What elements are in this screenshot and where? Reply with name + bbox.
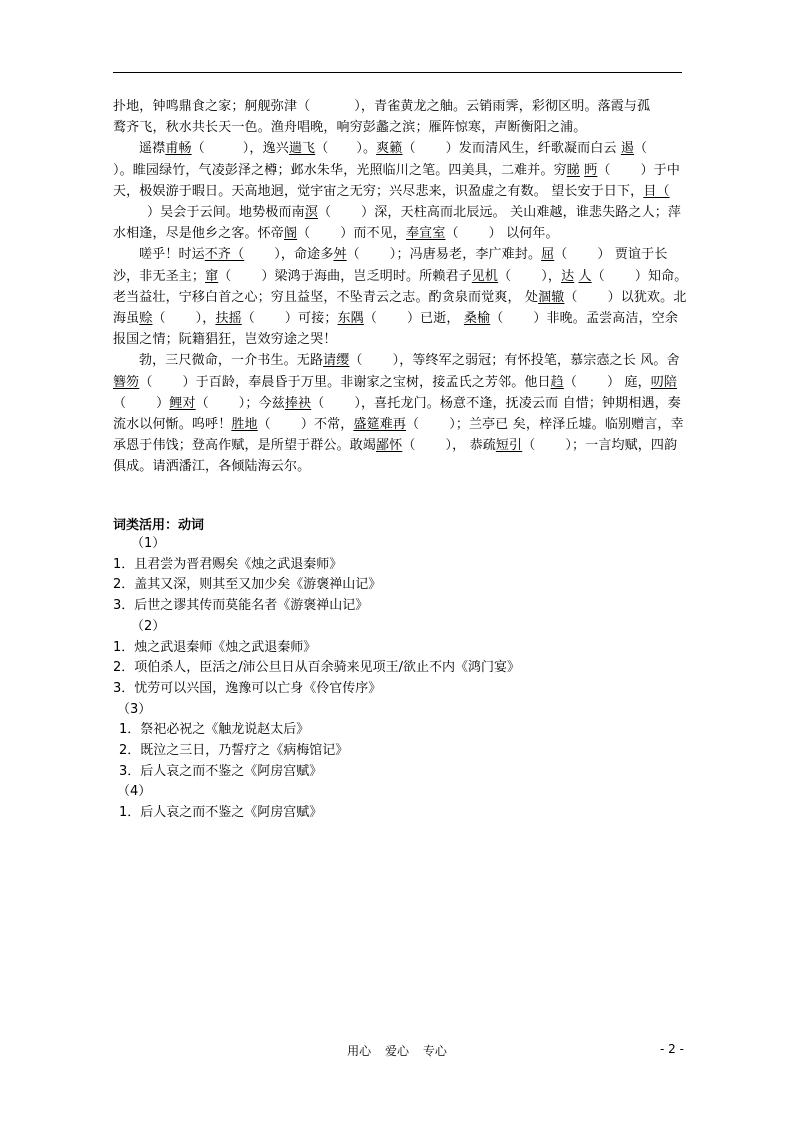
glossed-term: 阍 [283,226,298,242]
passage-paragraph-4 [113,350,688,477]
passage-paragraph-2 [113,138,688,244]
text: ）， [195,311,216,327]
glossed-term: 短引 [495,438,523,454]
glossed-term: 甫畅 [165,141,192,157]
text: （ [522,438,536,454]
exercise-item: 3．忧劳可以兴国，逸豫可以亡身《伶官传序》 [113,680,382,696]
footer-text: 专心 [422,1044,447,1058]
text: （ [317,205,332,221]
text: ）已逝， [406,311,460,327]
text: 贾谊于长沙，非无圣主； [113,247,668,284]
glossed-term: 叨陪 [650,374,678,390]
passage-paragraph-3 [113,244,688,350]
glossed-term: 见机 [471,268,499,284]
text: 勃，三尺微命，一介书生。无路 [139,353,324,369]
text: 以何年。 [506,226,559,242]
text: （ [402,141,416,157]
glossed-term: 爽籁 [376,141,403,157]
glossed-term: 睇 [566,162,580,178]
text: （ [152,311,166,327]
exercise-item: 1．且君尝为晋君赐矣《烛之武退秦师》 [113,556,343,572]
text: （ [591,268,605,284]
text: （ [311,395,325,411]
text: ）梁鸿于海曲，岂乏明时。所赖君子 [261,268,472,284]
text: 恭疏 [469,438,496,454]
group-label: （4） [117,784,152,800]
exercise-item: 1．祭祀必祝之《触龙说赵太后》 [119,722,310,738]
exercise-item: 3．后世之谬其传而莫能名者《游褒禅山记》 [113,598,369,614]
glossed-term: 请缨 [323,353,350,369]
glossed-term: 桑榆 [463,311,491,327]
text: 遥襟 [139,141,166,157]
text: （ [564,289,578,305]
text: 风。舍 [640,353,680,369]
glossed-term: 屈 [541,247,555,263]
glossed-term: 捧袂 [284,395,312,411]
glossed-term: 胜地 [231,417,258,433]
text: ）。睢园绿竹，气凌彭泽之樽；邺水朱华，光照临川之笔。四美具，二难并。穷 [113,162,567,178]
text: （ [315,141,329,157]
text: （ [139,374,153,390]
text: ）；一言均赋，四韵俱成。请洒潘江，各倾陆海云尔。 [113,438,678,475]
text: 关山难越，谁悲失路之人；萍水相逢，尽是他乡之客。怀帝 [113,205,682,242]
text: ）， [445,438,466,454]
text: （ [241,311,255,327]
exercise-item: 1．后人哀之而不鉴之《阿房宫赋》 [119,805,323,821]
text: ）深，天柱高而北辰远。 [361,205,506,221]
exercise-list [113,534,688,824]
text: 矣，梓泽丘墟。临别赠言，幸承恩于伟饯；登高作赋，是所望于群公。敢竭 [113,417,684,454]
group-label: （3） [117,701,152,717]
text: （ [498,268,512,284]
passage-paragraph-1 [113,96,688,138]
glossed-term: 眄 [584,162,598,178]
text: （ [195,395,209,411]
text: ）于中天，极娱游于暇日。天高地迥，觉宇宙之无穷；兴尽悲来，识盈虚之有数。 [113,162,680,199]
text: ）以犹欢。北海虽 [113,289,687,327]
footer-text: 爱心 [384,1044,409,1058]
text: ），逸兴 [242,141,289,157]
text: ）吴会于云间。地势极而南 [147,205,305,221]
glossed-term: 鄙怀 [376,438,403,454]
text: （ [218,268,232,284]
glossed-term: 盛筵难再 [353,417,407,433]
glossed-term: 舛 [333,247,347,263]
text: ），喜托龙门。杨意不逢，抚凌云而 [354,395,559,411]
text: （ [349,353,363,369]
glossed-term: 趋 [550,374,564,390]
text: ）不常， [300,417,354,433]
text: ）非晚。孟尝高洁，空余报国之情；阮籍猖狂，岂效穷途之哭！ [113,311,679,348]
section-title: 词类活用：动词 [113,518,205,533]
text: （ [554,247,568,263]
text: ） [488,226,502,242]
text: ）， [541,268,562,284]
glossed-term: 人 [578,268,592,284]
text: （ [191,141,205,157]
group-label: （1） [131,536,166,551]
text: （ [113,395,127,411]
text: （ [563,374,577,390]
text: （ [257,417,271,433]
text: ） [156,395,170,411]
footer-text: 用心 [347,1044,372,1058]
text: 嗟乎！时运 [139,247,205,263]
text: （ [297,226,311,242]
exercise-item: 2．既泣之三日，乃誓疗之《病梅馆记》 [119,743,349,759]
text: ）可接； [284,311,338,327]
text: ），等终军之弱冠；有怀投笔，慕宗悫之长 [392,353,636,369]
glossed-term: 簪笏 [113,374,140,390]
glossed-term: 鲤对 [169,395,196,411]
text: 扑地，钟鸣鼎食之家；舸舰弥津（ [113,99,311,114]
text: ）发而清风生，纤歌凝而白云 [445,141,617,157]
glossed-term: 奉宣室 [406,226,446,242]
glossed-term: 不齐（ [204,247,245,263]
exercise-item: 1．烛之武退秦师《烛之武退秦师》 [113,639,317,655]
glossed-term: 赊 [139,311,153,327]
glossed-term: 遏 [620,141,635,157]
glossed-term: 遄飞 [288,141,316,157]
text: ），命途多 [274,247,334,263]
text: ） [597,247,611,263]
glossed-term: 扶摇 [215,311,242,327]
text: （ [634,141,648,157]
text: ） [606,374,621,390]
text: 庭， [624,374,651,390]
text: （ [490,311,504,327]
text: ）于百龄，奉晨昏于万里。非谢家之宝树，接孟氏之芳邻。他日 [182,374,551,390]
glossed-term: 窜 [205,268,219,284]
text: 鹜齐飞，秋水共长天一色。渔舟唱晚，响穷彭蠡之滨；雁阵惊寒，声断衡阳之浦。 [113,120,587,136]
group-label: （2） [131,618,166,634]
text: ）；今兹 [238,395,285,411]
text: （ [406,417,420,433]
text: 望长安于日下， [551,183,644,199]
text: ）；冯唐易老，李广难封。 [389,247,542,263]
glossed-term: 涸辙 [538,289,565,305]
header-rule [113,72,682,73]
text: （ [597,162,611,178]
text: ）而不见， [340,226,407,242]
glossed-term: 东隅 [337,311,364,327]
exercise-item: 2．盖其又深，则其至又加少矣《游褒禅山记》 [113,577,382,593]
page-number: - 2 - [660,1042,684,1056]
text: ）；兰亭已 [449,417,509,433]
exercise-item: 3．后人哀之而不鉴之《阿房宫赋》 [119,763,323,779]
text: （ [402,438,416,454]
text: 自惜；钟期相遇，奏流水以何惭。呜呼！ [113,395,681,433]
text: 处 [524,289,539,305]
passage-text [113,96,688,478]
text: ），青雀黄龙之舳。云销雨霁，彩彻区明。落霞与孤 [354,99,651,114]
glossed-term: 目（ [643,183,670,199]
text: ）知命。老当益壮，宁移白首之心；穷且益坚，不坠青云之志。酌贪泉而觉爽， [113,268,688,305]
glossed-term: 达 [561,268,575,284]
text: ）。 [356,141,377,157]
exercise-item: 2．项伯杀人，臣活之/沛公旦日从百余骑来见项王/欲止不内《鸿门宴》 [113,660,521,676]
text: （ [363,311,377,327]
text: （ [445,226,459,242]
glossed-term: 溟 [304,205,318,221]
text: （ [346,247,360,263]
